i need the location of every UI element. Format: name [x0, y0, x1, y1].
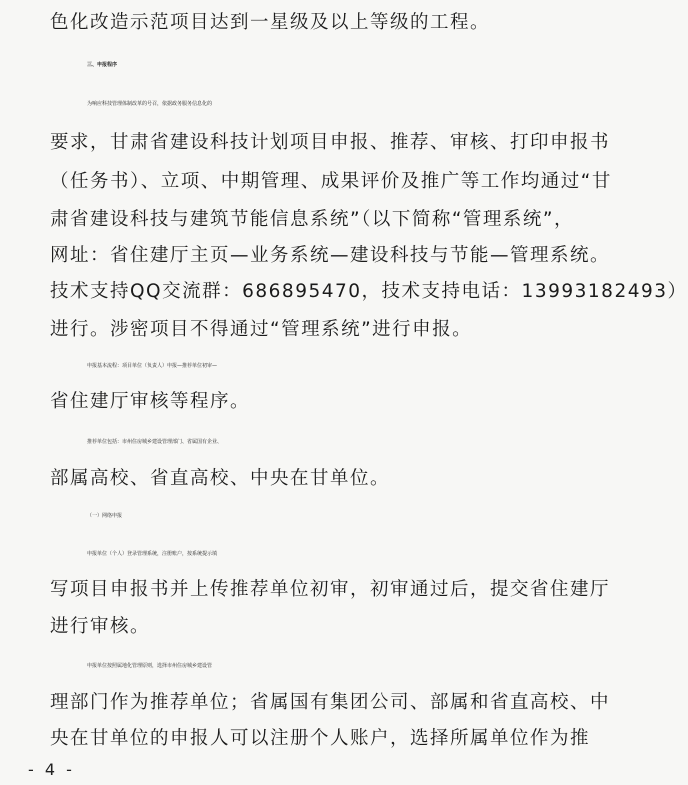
text-line: 推荐单位包括：市州住房城乡建设管理部门、省属国有企业、	[87, 439, 223, 445]
text-line: 要求，甘肃省建设科技计划项目申报、推荐、审核、打印申报书	[50, 132, 611, 153]
text-line: 写项目申报书并上传推荐单位初审，初审通过后，提交省住建厅	[50, 579, 611, 600]
text-line: 为响应科技管理体制改革的号召，依据政务服务信息化的	[87, 101, 213, 107]
text-line: 部属高校、省直高校、中央在甘单位。	[50, 468, 391, 489]
text-line: 技术支持QQ交流群：686895470，技术支持电话：13993182493）	[50, 281, 688, 302]
text-line: 理部门作为推荐单位；省属国有集团公司、部属和省直高校、中	[50, 692, 611, 713]
text-line: 省住建厅审核等程序。	[50, 391, 251, 412]
text-line: 央在甘单位的申报人可以注册个人账户，选择所属单位作为推	[50, 728, 591, 749]
text-line: （任务书）、立项、中期管理、成果评价及推广等工作均通过“甘	[50, 171, 612, 192]
subsection-heading: （一）网络申报	[87, 513, 123, 519]
text-line: 进行。涉密项目不得通过“管理系统”进行申报。	[50, 319, 473, 340]
text-line: 网址：省住建厅主页—业务系统—建设科技与节能—管理系统。	[50, 245, 611, 266]
text-line: 色化改造示范项目达到一星级及以上等级的工程。	[50, 12, 491, 33]
text-line: 进行审核。	[50, 616, 151, 637]
text-line: 申报基本流程：项目单位（负责人）申报—推荐单位初审—	[87, 363, 218, 369]
text-line: 申报单位（个人）登录管理系统，注册账户，按系统提示填	[87, 551, 218, 557]
text-line: 肃省建设科技与建筑节能信息系统”（以下简称“管理系统”，	[50, 209, 575, 230]
page-number: - 4 -	[28, 760, 75, 779]
text-line: 申报单位按照属地化管理原则，选择市州住房城乡建设管	[87, 663, 213, 669]
section-heading: 三、申报程序	[87, 62, 118, 68]
